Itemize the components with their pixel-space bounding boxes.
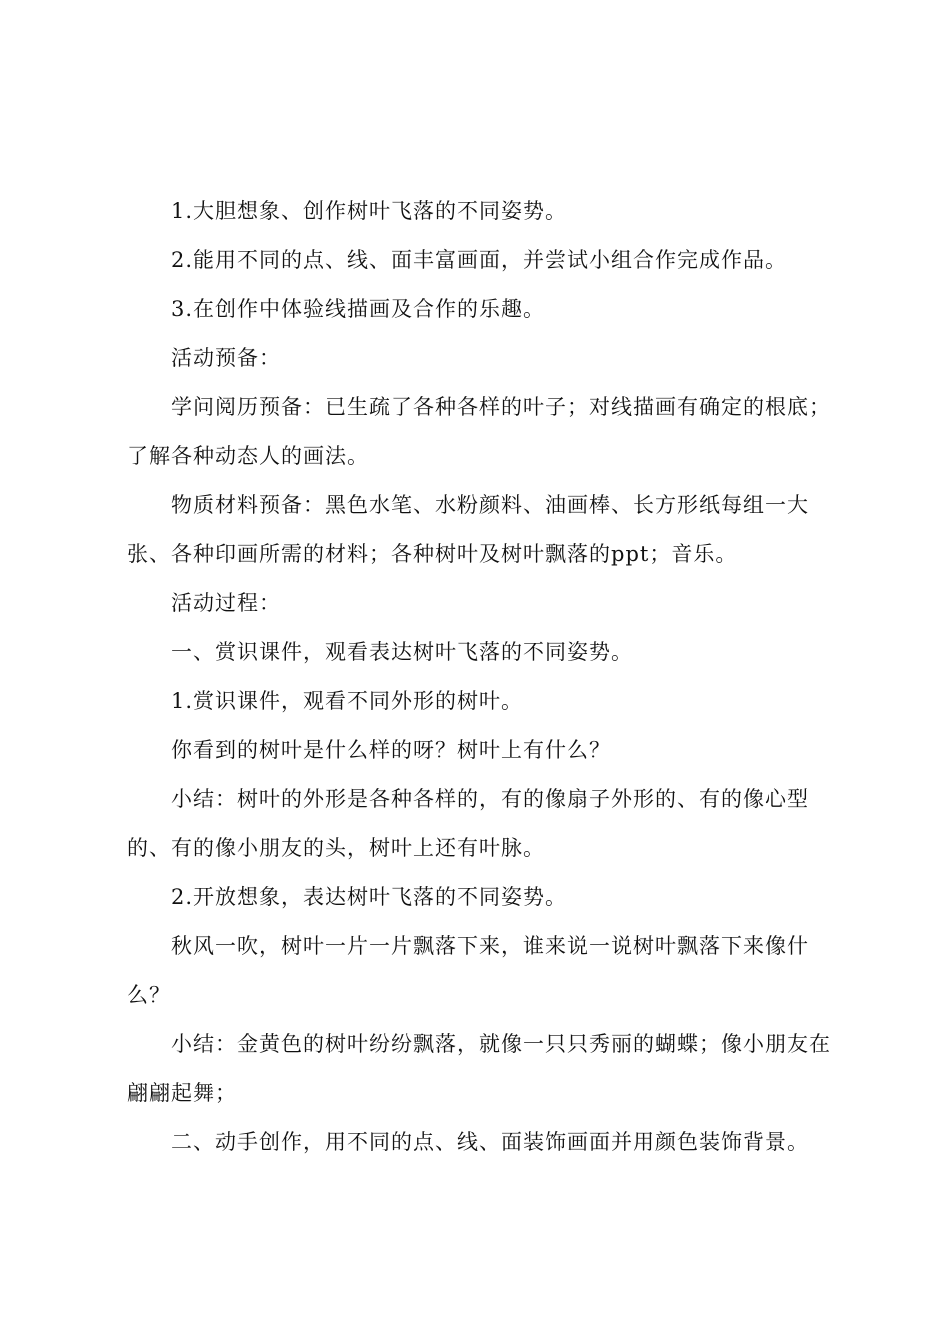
knowledge-preparation: 学问阅历预备：已生疏了各种各样的叶子；对线描画有确定的根底；了解各种动态人的画法。 — [127, 395, 831, 468]
preparation-heading: 活动预备： — [171, 346, 281, 370]
material-preparation: 物质材料预备：黑色水笔、水粉颜料、油画棒、长方形纸每组一大张、各种印画所需的材料；各种树叶及树叶飘落的ppt；音乐。 — [127, 493, 809, 566]
step-1-2: 2.开放想象，表达树叶飞落的不同姿势。 — [171, 885, 568, 909]
step-1-1: 1.赏识课件，观看不同外形的树叶。 — [171, 689, 524, 713]
question-2: 秋风一吹，树叶一片一片飘落下来，谁来说一说树叶飘落下来像什么？ — [127, 934, 809, 1007]
process-heading: 活动过程： — [171, 591, 281, 615]
summary-1: 小结：树叶的外形是各种各样的，有的像扇子外形的、有的像心型的、有的像小朋友的头，树叶上还有叶脉。 — [127, 787, 809, 860]
objective-2: 2.能用不同的点、线、面丰富画面，并尝试小组合作完成作品。 — [171, 248, 788, 272]
section-1-heading: 一、赏识课件，观看表达树叶飞落的不同姿势。 — [171, 640, 633, 664]
objective-3: 3.在创作中体验线描画及合作的乐趣。 — [171, 297, 546, 321]
summary-2: 小结：金黄色的树叶纷纷飘落，就像一只只秀丽的蝴蝶；像小朋友在翩翩起舞； — [127, 1032, 831, 1105]
section-2-heading: 二、动手创作，用不同的点、线、面装饰画面并用颜色装饰背景。 — [171, 1130, 809, 1154]
document-body — [127, 187, 833, 1167]
objective-1: 1.大胆想象、创作树叶飞落的不同姿势。 — [171, 199, 568, 223]
question-1: 你看到的树叶是什么样的呀？树叶上有什么？ — [171, 738, 611, 762]
